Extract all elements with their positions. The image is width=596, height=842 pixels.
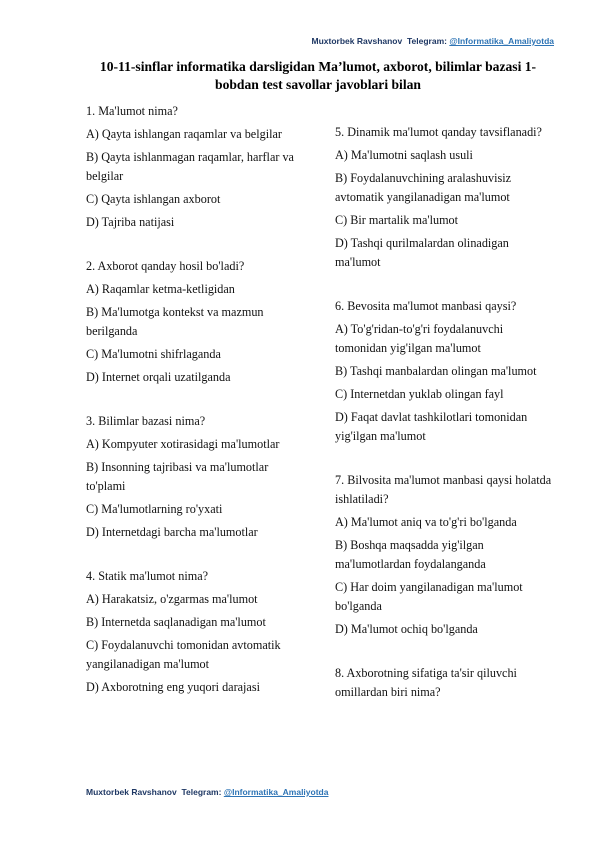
answer-option-b: B) Boshqa maqsadda yig'ilgan ma'lumotlardan foydalanganda [335,538,486,571]
answer-option-c: C) Internetdan yuklab olingan fayl [335,387,504,401]
question-text: 4. Statik ma'lumot nima? [86,569,209,583]
right-column [335,123,557,706]
answer-option-d: D) Tashqi qurilmalardan olinadigan ma'lumot [335,236,509,269]
answer-option-d: D) Axborotning eng yuqori darajasi [86,680,260,694]
answer-option-a: A) Ma'lumot aniq va to'g'ri bo'lganda [335,515,517,529]
document-title: 10-11-sinflar informatika darsligidan Ma’lumot, axborot, bilimlar bazasi 1-bobdan test savollar javoblari bilan [99,59,537,92]
answer-option-c: C) Ma'lumotlarning ro'yxati [86,502,223,516]
page-header [312,36,554,46]
answer-option-d: D) Ma'lumot ochiq bo'lganda [335,622,478,636]
answer-option-a: A) Harakatsiz, o'zgarmas ma'lumot [86,592,258,606]
question-5 [335,123,557,272]
question-text: 3. Bilimlar bazasi nima? [86,414,206,428]
question-4 [86,567,300,697]
question-1 [86,102,300,232]
question-8 [335,664,557,702]
answer-option-c: C) Foydalanuvchi tomonidan avtomatik yangilanadigan ma'lumot [86,638,281,671]
left-column [86,102,300,701]
question-text: 6. Bevosita ma'lumot manbasi qaysi? [335,299,517,313]
answer-option-a: A) Kompyuter xotirasidagi ma'lumotlar [86,437,280,451]
answer-option-c: C) Bir martalik ma'lumot [335,213,459,227]
answer-option-a: A) To'g'ridan-to'g'ri foydalanuvchi tomonidan yig'ilgan ma'lumot [335,322,504,355]
question-3 [86,412,300,542]
footer-author: Muxtorbek Ravshanov [86,787,177,797]
page-footer [86,787,328,797]
header-author: Muxtorbek Ravshanov [311,36,403,46]
answer-option-a: A) Ma'lumotni saqlash usuli [335,148,473,162]
answer-option-b: B) Qayta ishlanmagan raqamlar, harflar va belgilar [86,150,294,183]
question-text: 2. Axborot qanday hosil bo'ladi? [86,259,245,273]
footer-telegram-link[interactable]: @Informatika_Amaliyotda [223,787,329,797]
answer-option-b: B) Ma'lumotga kontekst va mazmun berilganda [86,305,264,338]
answer-option-d: D) Internet orqali uzatilganda [86,370,231,384]
question-7 [335,471,557,639]
answer-option-a: A) Raqamlar ketma-ketligidan [86,282,235,296]
answer-option-c: C) Ma'lumotni shifrlaganda [86,347,221,361]
answer-option-b: B) Insonning tajribasi va ma'lumotlar to'plami [86,460,269,493]
answer-option-b: B) Tashqi manbalardan olingan ma'lumot [335,364,537,378]
question-text: 1. Ma'lumot nima? [86,104,178,118]
footer-telegram-label: Telegram: [181,787,222,797]
answer-option-c: C) Qayta ishlangan axborot [86,192,221,206]
answer-option-b: B) Internetda saqlanadigan ma'lumot [86,615,266,629]
question-6 [335,297,557,446]
question-text: 7. Bilvosita ma'lumot manbasi qaysi holatda ishlatiladi? [335,473,552,506]
header-telegram-label: Telegram: [406,36,447,46]
answer-option-a: A) Qayta ishlangan raqamlar va belgilar [86,127,282,141]
answer-option-d: D) Internetdagi barcha ma'lumotlar [86,525,258,539]
answer-option-c: C) Har doim yangilanadigan ma'lumot bo'lganda [335,580,523,613]
answer-option-d: D) Faqat davlat tashkilotlari tomonidan yig'ilgan ma'lumot [335,410,528,443]
answer-option-b: B) Foydalanuvchining aralashuvisiz avtomatik yangilanadigan ma'lumot [335,171,512,204]
question-2 [86,257,300,387]
header-telegram-link[interactable]: @Informatika_Amaliyotda [449,36,554,46]
question-text: 5. Dinamik ma'lumot qanday tavsiflanadi? [335,125,542,139]
question-text: 8. Axborotning sifatiga ta'sir qiluvchi omillardan biri nima? [335,666,517,699]
answer-option-d: D) Tajriba natijasi [86,215,175,229]
